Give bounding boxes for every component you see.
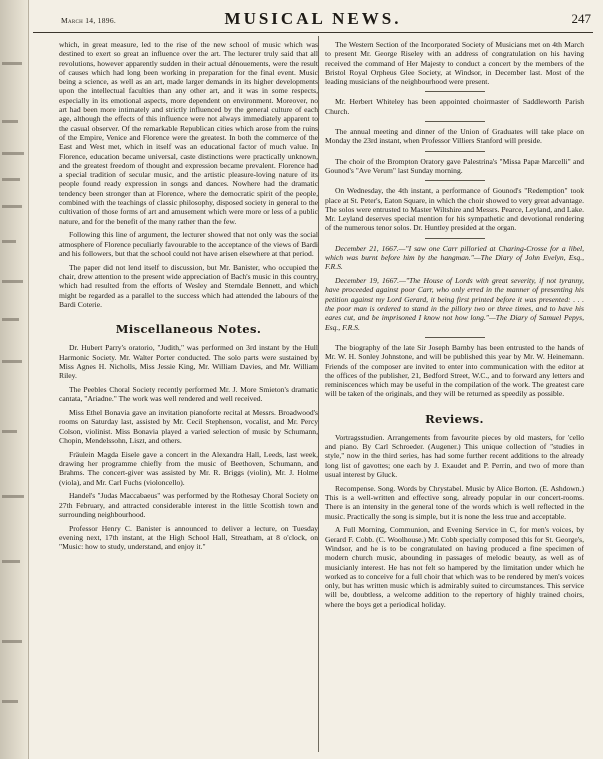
left-column <box>59 40 318 752</box>
review-item: Recompense. Song. Words by Chrystabel. Music by Alice Borton. (E. Ashdown.) This is a well-written and effective song, already popular in our concert-rooms. There is an intensity in the general tone of the words which is well reflected in the music. Practically the song is simple, but it is none the less true and acceptable. <box>325 483 584 521</box>
column-rule <box>318 36 319 752</box>
misc-note: Dr. Hubert Parry's oratorio, "Judith," was performed on 3rd instant by the Hull Harmonic Society. Mr. Walter Porter conducted. The solo parts were sustained by Miss Agnes H. Nicholls, Miss Jessie King, Mr. William Davies, and Mr. William Riley. <box>59 343 318 381</box>
news-item: Mr. Herbert Whiteley has been appointed choirmaster of Saddleworth Parish Church. <box>325 97 584 116</box>
misc-notes-heading: Miscellaneous Notes. <box>115 322 262 337</box>
right-column <box>325 40 584 752</box>
masthead-title: MUSICAL NEWS. <box>224 9 402 28</box>
misc-note: Professor Henry C. Banister is announced to deliver a lecture, on Tuesday evening next, 17th instant, at the High School Hall, Streatham, at 8 o'clock, on "Music: how to study, understand, and enjoy it." <box>59 523 318 552</box>
news-item: On Wednesday, the 4th instant, a performance of Gounod's "Redemption" took place at St. Peter's, Eaton Square, in which the choir showed to very great advantage. The solos were entrusted to Master Wiltshire and Messrs. Pearce, Leyland, and Lake. Mr. Leyland deserves special mention for his sympathetic and devotional rendering of the numerous tenor solos. Dr. Huntley presided at the organ. <box>325 186 584 233</box>
news-item: The choir of the Brompton Oratory gave Palestrina's "Missa Papæ Marcelli" and Gounod's "Ave Verum" last Sunday morning. <box>325 156 584 175</box>
article-paragraph: Following this line of argument, the lecturer showed that not only was the social atmosphere of Florence peculiarly favourable to the acceptance of the views of Bardi and his followers, but that the school could not have arisen elsewhere at that period. <box>59 230 318 259</box>
article-paragraph: The paper did not lend itself to discussion, but Mr. Banister, who occupied the chair, drew attention to the present wide appreciation of Bach's music in this country, which had resulted from the efforts of Wesley and Sterndale Bennett, and which might be regarded as a parallel to the success which had attended the labours of the Bardi Coterie. <box>59 262 318 310</box>
page-number: 247 <box>571 11 591 26</box>
newspaper-page <box>33 6 593 754</box>
misc-note: Miss Ethel Bonavia gave an invitation pianoforte recital at Messrs. Broadwood's rooms on Saturday last, assisted by Mr. Cecil Stephenson, vocalist, and Mr. Percy Colson, violinist. Miss Bonavia played a varied selection of music by Schumann, Chopin, Mendelssohn, Liszt, and others. <box>59 408 318 445</box>
diary-quote: December 19, 1667.—"The House of Lords with great severity, if not tyranny, have proceeded against poor Carr, who only erred in the manner of presenting his petition against my Lord Gerard, it being first printed before it was presented: . . . the poor man is ordered to stand in the pillory two or three times, and to have his eares cut, and be imprisoned I know not how long."—The Diary of Samuel Pepys, Esq., F.R.S. <box>325 276 584 332</box>
page-header <box>33 6 593 33</box>
misc-note: The Peebles Choral Society recently performed Mr. J. More Smieton's dramatic cantata, "Ariadne." The work was well rendered and well received. <box>59 385 318 404</box>
misc-note: Handel's "Judas Maccabaeus" was performed by the Rothesay Choral Society on 27th February, and attracted considerable interest in the little Scottish town and surrounding neighbourhood. <box>59 491 318 520</box>
separator-rule <box>425 91 485 92</box>
misc-note: Fräulein Magda Eisele gave a concert in the Alexandra Hall, Leeds, last week, drawing her programme chiefly from the music of Beethoven, Schumann, and Brahms. The concert-giver was assisted by Mr. R. Briggs (violin), Mr. J. Holme (viola), and Mr. Carl Fuchs (violoncello). <box>59 449 318 487</box>
review-item: Vortragsstudien. Arrangements from favourite pieces by old masters, for 'cello and piano. By Carl Schroeder. (Augener.) This unique collection of "studies in style," now in the third series, has had some further recent additions to the already long list of gavottes; one each by J. Exaudet and P. Perrin, and two of more than usual interest by Gluck. <box>325 432 584 479</box>
separator-rule <box>425 151 485 152</box>
separator-rule <box>425 180 485 181</box>
separator-rule <box>425 121 485 122</box>
issue-date: March 14, 1896. <box>61 16 117 25</box>
news-item: The annual meeting and dinner of the Union of Graduates will take place on Monday the 23rd instant, when Professor Villiers Stanford will preside. <box>325 127 584 146</box>
news-item: The Western Section of the Incorporated Society of Musicians met on 4th March to present Mr. George Riseley with an address of congratulation on his having received the command of Her Majesty to conduct a concert by the members of the Bristol Royal Orpheus Glee Society, at Windsor, in December last. Most of the leading musicians of the neighbourhood were present. <box>325 40 584 87</box>
review-item: A Full Morning, Communion, and Evening Service in C, for men's voices, by Gerard F. Cobb. (C. Woolhouse.) Mr. Cobb specially composed this for St. George's, Windsor, and he is to be congratulated on having produced a fine specimen of modern church music, abounding in passages of melodic beauty, as well as of musicianly interest. He has not felt so hampered by the limitation under which he worked as to conceive for a full choir that which was to be rendered by men's voices only, but has written music which is admirably suited to circumstances. This service will be, doubtless, a welcome addition to the repertory of highly trained choirs, where the boys get a periodical holiday. <box>325 525 584 609</box>
reviews-heading: Reviews. <box>425 411 484 426</box>
binding-gutter <box>0 0 29 759</box>
diary-quote: December 21, 1667.—"I saw one Carr pilloried at Charing-Crosse for a libel, which was burnt before him by the hangman."—The Diary of John Evelyn, Esq., F.R.S. <box>325 243 584 272</box>
separator-rule <box>425 337 485 338</box>
article-paragraph: which, in great measure, led to the rise of the new school of music which was destined to exert so great an influence over the art. The lecturer truly said that all revolutions, however apparently sudden in their actual dénouements, were the result of causes which had long been working in preparation for the final event. Music being a science, as well as an art, made larger demands in its higher developments upon the intellectual faculties than any other art, and it was in some respects, especially in its emotional aspects, more dependent on environment. Moreover, no art had been more intimately and strictly influenced by the general culture of each age, although the effects of this influence were not always immediately apparent to the casual observer. Of the remarkable Republican cities which arose from the ruins of the Empire, Venice and Florence were the greatest. In both the commerce of the East and West met, which in itself was an educational factor of much value. In Florence, education became universal, caste distinctions were practically unknown, and the greatest freedom of thought and expression became prevalent. Florence had a special tradition of secular music, and the artistic pleasure-loving nature of its people found ready expression in songs and dances. Nowhere had the dramatic tendency been stronger than at Florence, where the democratic spirit of the people, combined with the teachings of classic philosophy, disposed society in general to the cultivation of those forms of art and amusement which were more or less of a public nature, and for the benefit of the many rather than the few. <box>59 40 318 226</box>
news-item: The biography of the late Sir Joseph Barnby has been entrusted to the hands of Mr. W. H. Sonley Johnstone, and will be published this year by Mr. W. Heinemann. Friends of the composer are invited to enter into communication with the editor at the offices of the publisher, 21, Bedford Street, W.C., and to forward any letters and reminiscences which may be useful in the compilation of the work. The greatest care will be taken of the originals, and they will be returned as speedily as possible. <box>325 342 584 399</box>
separator-rule <box>425 238 485 239</box>
